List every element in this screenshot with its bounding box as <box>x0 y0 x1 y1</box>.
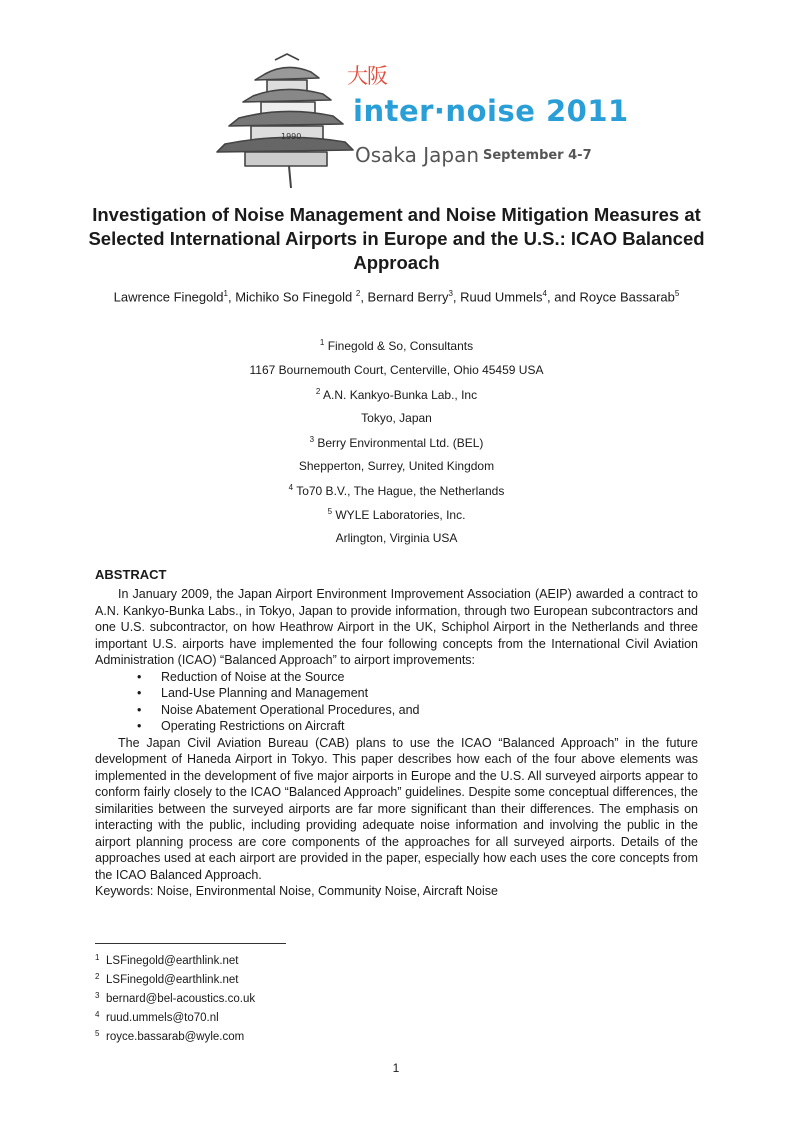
footnote-mark: 3 <box>95 991 100 1000</box>
affiliation-text: A.N. Kankyo-Bunka Lab., Inc <box>323 388 478 402</box>
footnote <box>95 1026 255 1045</box>
logo-kanji: 大阪 <box>347 64 387 88</box>
author-affiliation-mark: 4 <box>542 289 547 298</box>
list-item: • Reduction of Noise at the Source <box>137 669 698 686</box>
footnote <box>95 1007 255 1026</box>
affiliation-text: Tokyo, Japan <box>361 411 432 425</box>
footnote <box>95 950 255 969</box>
footnote-email[interactable]: LSFinegold@earthlink.net <box>106 955 239 967</box>
footnote-email[interactable]: ruud.ummels@to70.nl <box>106 1012 219 1024</box>
author-affiliation-mark: 5 <box>674 289 680 298</box>
keywords: Keywords: Noise, Environmental Noise, Community Noise, Aircraft Noise <box>95 884 498 898</box>
abstract-paragraph: In January 2009, the Japan Airport Environment Improvement Association (AEIP) awarded a contract to A.N. Kankyo-Bunka Labs., in Tokyo, Japan to provide information, through two European subcontractors and one U.S. subcontractor, on how Heathrow Airport in the UK, Schiphol Airport in the Netherlands and three important U.S. airports have implemented the four following concepts from the International Civil Aviation Administration (ICAO) “Balanced Approach” to airport improvements: <box>95 587 698 667</box>
author-name: Royce Bassarab <box>579 289 675 305</box>
footnote-email[interactable]: royce.bassarab@wyle.com <box>106 1031 245 1043</box>
footnote-email[interactable]: LSFinegold@earthlink.net <box>106 974 239 986</box>
footnote-mark: 4 <box>95 1010 100 1019</box>
affiliation-line <box>40 435 753 450</box>
list-item: • Operating Restrictions on Aircraft <box>137 718 698 735</box>
concept-list <box>95 669 698 735</box>
footnote-mark: 2 <box>95 972 100 981</box>
osaka-castle-icon <box>215 48 355 193</box>
author-affiliation-mark: 3 <box>448 289 453 298</box>
affiliation-mark: 4 <box>288 483 294 492</box>
affiliation-mark: 5 <box>327 507 333 516</box>
author-name: Michiko So Finegold <box>235 289 356 305</box>
author-list: Lawrence Finegold$^1$, Michiko So Finegold $^2$, Bernard Berry$^3$, Ruud Ummels$^4$, and Royce Bassarab$^5$ <box>113 289 680 305</box>
affiliation-text: Shepperton, Surrey, United Kingdom <box>298 459 495 473</box>
page-number: 1 <box>392 1061 400 1075</box>
author-name: Ruud Ummels <box>460 289 543 305</box>
list-item: • Land-Use Planning and Management <box>137 685 698 702</box>
footnote <box>95 988 255 1007</box>
affiliation-text: To70 B.V., The Hague, the Netherlands <box>296 484 505 498</box>
author-name: Lawrence Finegold <box>113 289 224 305</box>
logo-title: inter·noise 2011 <box>353 94 629 128</box>
footnote-divider <box>95 943 286 944</box>
author-affiliation-mark: 1 <box>223 289 228 298</box>
abstract-body <box>95 586 698 900</box>
affiliation-mark: 2 <box>315 387 321 396</box>
paper-title: Investigation of Noise Management and Noise Mitigation Measures at Selected International Airports in Europe and the U.S.: ICAO Balanced Approach <box>88 204 705 273</box>
footnote-mark: 1 <box>95 953 100 962</box>
logo-place: Osaka Japan <box>355 143 480 167</box>
affiliation-line <box>40 363 753 377</box>
footnotes <box>95 950 255 1045</box>
conference-logo <box>215 48 629 193</box>
affiliation-line <box>40 338 753 353</box>
footnote <box>95 969 255 988</box>
affiliation-line <box>40 387 753 402</box>
author-affiliation-mark: 2 <box>355 289 361 298</box>
affiliation-text: Finegold & So, Consultants <box>327 339 474 353</box>
affiliation-line <box>40 411 753 425</box>
footnote-mark: 5 <box>95 1029 100 1038</box>
abstract-paragraph: The Japan Civil Aviation Bureau (CAB) plans to use the ICAO “Balanced Approach” in the future development of Haneda Airport in Tokyo. This paper describes how each of the four above elements was implemented in the development of five major airports in Europe and the U.S. All surveyed airports appear to conform fairly closely to the ICAO “Balanced Approach” guidelines. Despite some conceptual differences, the similarities between the surveyed airports are far more significant than their differences. The emphasis on interacting with the public, including providing adequate noise information and involving the public in the airport planning process are core components of the approaches for all surveyed airports. Details of the approaches used at each airport are provided in the paper, especially how each uses the core concepts from the ICAO Balanced Approach. <box>95 735 698 882</box>
list-item: • Noise Abatement Operational Procedures, and <box>137 702 698 719</box>
affiliation-line <box>40 483 753 498</box>
author-name: Bernard Berry <box>367 289 449 305</box>
svg-text:1990: 1990 <box>281 132 302 141</box>
affiliation-line <box>40 507 753 522</box>
abstract-heading: ABSTRACT <box>95 567 167 582</box>
affiliation-line <box>40 531 753 545</box>
affiliation-text: WYLE Laboratories, Inc. <box>335 508 466 522</box>
affiliation-text: Arlington, Virginia USA <box>335 531 458 545</box>
footnote-email[interactable]: bernard@bel-acoustics.co.uk <box>106 993 256 1005</box>
affiliation-text: 1167 Bournemouth Court, Centerville, Ohio 45459 USA <box>249 363 544 377</box>
affiliation-mark: 3 <box>309 435 315 444</box>
logo-date: September 4-7 <box>483 148 592 163</box>
affiliation-line <box>40 459 753 473</box>
affiliation-mark: 1 <box>319 338 325 347</box>
affiliation-text: Berry Environmental Ltd. (BEL) <box>317 436 484 450</box>
